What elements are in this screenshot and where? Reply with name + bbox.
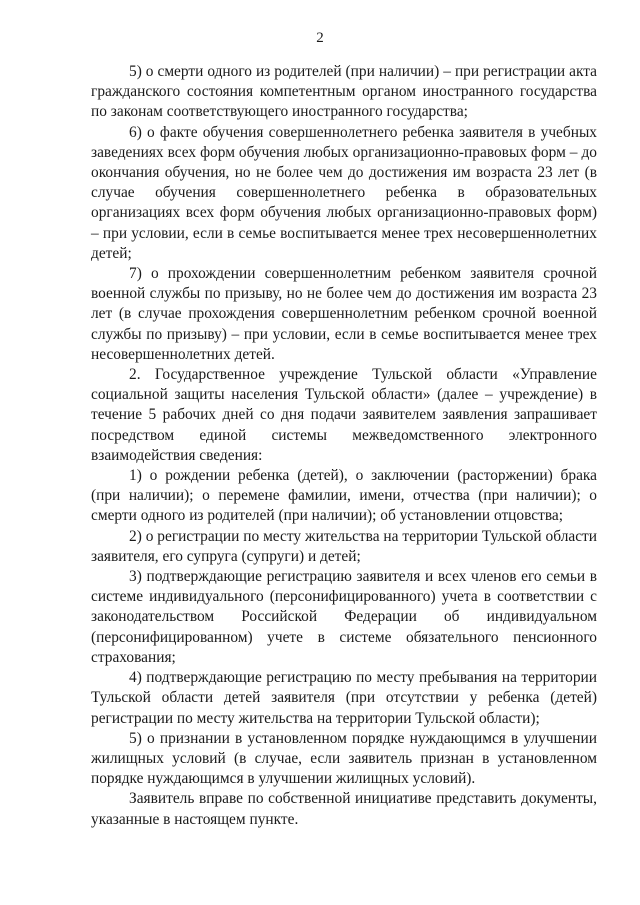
paragraph-item-5-housing: 5) о признании в установленном порядке нуждающимся в улучшении жилищных условий (в случае, если заявитель признан в установленном порядке нуждающимся в улучшении жилищных условий). bbox=[91, 729, 597, 788]
paragraph-item-3-pension: 3) подтверждающие регистрацию заявителя и всех членов его семьи в системе индивидуального (персонифицированного) учета в соответствии с законодательством Российской Федерации об индивидуальном (персонифицированном) учете в системе обязательного пенсионного страхования; bbox=[91, 568, 597, 666]
paragraph-item-6-education: 6) о факте обучения совершеннолетнего ребенка заявителя в учебных заведениях всех форм обучения любых организационно-правовых форм – до окончания обучения, но не более чем до достижения им возраста 23 лет (в случае обучения совершеннолетнего ребенка в образовательных организациях всех форм обучения любых организационно-правовых форм) – при условии, если в семье воспитывается менее трех несовершеннолетних детей; bbox=[91, 123, 597, 262]
paragraph-section-2: 2. Государственное учреждение Тульской области «Управление социальной защиты населения Тульской области» (далее – учреждение) в течение 5 рабочих дней со дня подачи заявителем заявления запрашивает посредством единой системы межведомственного электронного взаимодействия сведения: bbox=[91, 366, 597, 464]
paragraph-item-1-birth: 1) о рождении ребенка (детей), о заключении (расторжении) брака (при наличии); о перемене фамилии, имени, отчества (при наличии); о смерти одного из родителей (при наличии); об установлении отцовства; bbox=[91, 467, 597, 525]
paragraph-item-2-residence: 2) о регистрации по месту жительства на территории Тульской области заявителя, его супруга (супруги) и детей; bbox=[91, 527, 597, 565]
paragraph-item-4-stay: 4) подтверждающие регистрацию по месту пребывания на территории Тульской области детей заявителя (при отсутствии у ребенка (детей) регистрации по месту жительства на территории Тульской области); bbox=[91, 669, 597, 727]
paragraph-closing: Заявитель вправе по собственной инициативе представить документы, указанные в настоящем пункте. bbox=[91, 790, 597, 828]
document-body bbox=[91, 62, 597, 830]
page-number: 2 bbox=[316, 30, 324, 46]
paragraph-item-5-death: 5) о смерти одного из родителей (при наличии) – при регистрации акта гражданского состояния компетентным органом иностранного государства по законам соответствующего иностранного государства; bbox=[91, 63, 597, 121]
paragraph-item-7-military: 7) о прохождении совершеннолетним ребенком заявителя срочной военной службы по призыву, но не более чем до достижения им возраста 23 лет (в случае прохождения совершеннолетним ребенком срочной военной службы по призыву) – при условии, если в семье воспитывается менее трех несовершеннолетних детей. bbox=[91, 265, 597, 363]
